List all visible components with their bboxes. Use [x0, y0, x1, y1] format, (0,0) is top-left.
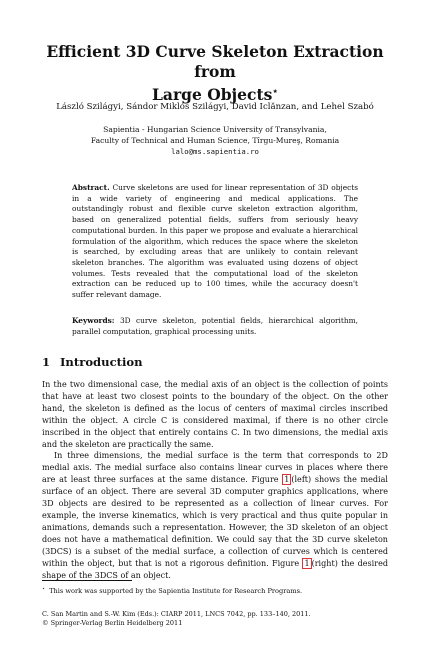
figure-ref-link[interactable]: 1 [304, 558, 310, 568]
section-number: 1 [42, 355, 51, 369]
author-email: lalo@ms.sapientia.ro [171, 147, 259, 156]
affiliation-line-1: Sapientia - Hungarian Science University of Transylvania, [103, 125, 327, 134]
publisher-line-2: © Springer-Verlag Berlin Heidelberg 2011 [42, 618, 183, 627]
section-heading [42, 355, 143, 369]
figure-ref-link[interactable]: 1 [284, 475, 290, 485]
paragraph-2-part-c: (right) the desired shape of the 3DCS of an object. [42, 558, 388, 580]
paper-title [40, 42, 390, 105]
paragraph-2 [42, 450, 388, 581]
keywords-label: Keywords: [72, 316, 115, 325]
publisher-info [42, 610, 388, 627]
footnote-text: This work was supported by the Sapientia Institute for Research Programs. [49, 587, 303, 596]
section-title: Introduction [60, 355, 143, 369]
footnote-mark: ⋆ [42, 586, 46, 592]
author-list: László Szilágyi, Sándor Miklós Szilágyi, David Iclănzan, and Lehel Szabó [56, 102, 374, 112]
title-footnote-mark: ⋆ [272, 87, 278, 97]
paragraph-1: In the two dimensional case, the medial axis of an object is the collection of points that have at least two closest points to the boundary of the object. On the other hand, the skeleton is defined as the locus of centers of maximal circles inscribed within the object. A circle C is considered maximal, if there is no other circle inscribed in the object that entirely contains C. In two dimensions, the medial axis and the skeleton are practically the same. [42, 380, 388, 449]
abstract [72, 183, 358, 301]
publisher-line-1: C. San Martin and S.-W. Kim (Eds.): CIARP 2011, LNCS 7042, pp. 133–140, 2011. [42, 610, 311, 618]
keywords [72, 316, 358, 337]
footnote [42, 585, 388, 596]
footnote-divider [42, 580, 132, 581]
title-line-2: Large Objects [152, 85, 273, 105]
abstract-label: Abstract. [72, 183, 110, 192]
paragraph-2-part-a: In three dimensions, the medial surface is the term that corresponds to 2D medial axis. The medial surface also contains linear curves in places where there are at least three surfaces at the same distance. Figure [42, 451, 388, 485]
paragraph-2-part-b: (left) shows the medial surface of an object. There are several 3D computer graphics applications, where 3D objects are desired to be represented as a collection of linear curves. For example, the inverse kinematics, which is very practical and thus quite popular in animations, demands such a representation. However, the 3D skeleton of an object does not have a mathematical definition. We could say that the 3D curve skeleton (3DCS) is a subset of the medial surface, a collection of curves which is centered within the object, but that is not a rigorous definition. Figure [42, 475, 389, 568]
title-line-1: Efficient 3D Curve Skeleton Extraction from [46, 42, 384, 81]
keywords-text: 3D curve skeleton, potential fields, hierarchical algorithm, parallel computation, graphical processing units. [72, 316, 358, 336]
affiliation-line-2: Faculty of Technical and Human Science, Tîrgu-Mureş, Romania [90, 136, 340, 145]
section-body [42, 379, 388, 581]
abstract-text: Curve skeletons are used for linear representation of 3D objects in a wide variety of engineering and medical applications. The outstandingly robust and flexible curve skeleton extraction algorithm, based on generalized potential fields, suffers from seriously heavy computational burden. In this paper we propose and evaluate a hierarchical formulation of the algorithm, which reduces the space where the skeleton is searched, by excluding areas that are unlikely to contain relevant skeleton branches. The algorithm was evaluated using dozens of object volumes. Tests revealed that the computational load of the skeleton extraction can be reduced up to 100 times, while the accuracy doesn't suffer relevant damage. [72, 183, 358, 300]
affiliation [20, 124, 410, 157]
